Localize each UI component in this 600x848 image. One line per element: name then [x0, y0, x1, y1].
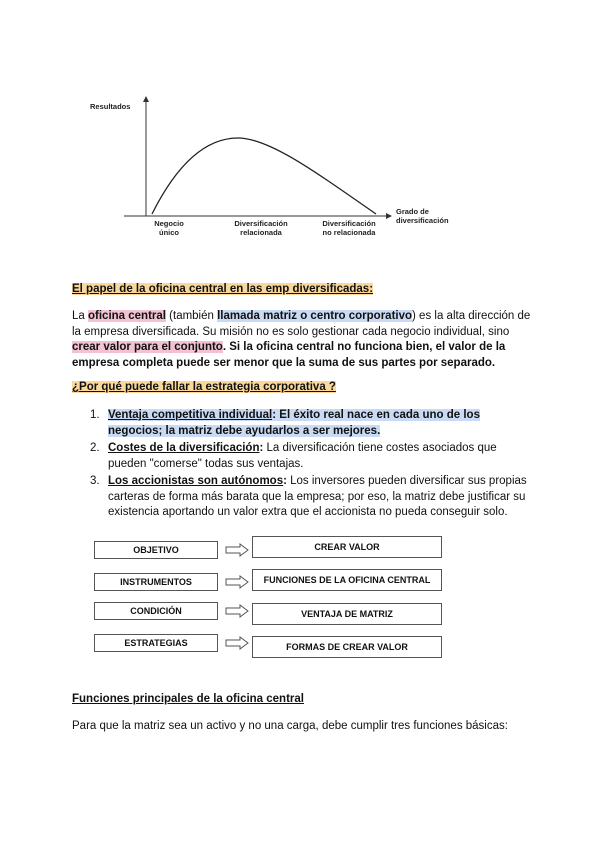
y-axis-title: Resultados: [90, 102, 131, 111]
text-run: La: [72, 310, 88, 322]
tick-diversificacion-relacionada: [216, 219, 306, 237]
list-text: El éxito real nace en cada uno de los negocios; la matriz debe ayudarlos a ser mejores.: [108, 409, 480, 437]
tick-line: único: [159, 228, 179, 237]
bold-text-run: . Si la oficina central no funciona bien, el valor de la empresa completa puede ser menor que la suma de sus partes por separado.: [72, 341, 506, 369]
list-item: [90, 474, 534, 521]
paragraph-oficina-central: [72, 309, 534, 371]
highlight-oficina-central: oficina central: [88, 310, 166, 322]
arrow-right-icon: [225, 636, 249, 650]
tick-line: Negocio: [154, 219, 184, 228]
heading-text: ¿Por qué puede fallar la estrategia corporativa ?: [72, 381, 336, 393]
list-number: 2.: [90, 442, 100, 454]
x-axis-title-line1: Grado de: [396, 207, 429, 216]
section-heading-papel: [72, 283, 373, 295]
tick-line: Diversificación: [322, 219, 376, 228]
list-colon: :: [272, 409, 277, 421]
arrow-right-icon: [225, 575, 249, 589]
list-text: La diversificación tiene costes asociados que pueden "comerse" todas sus ventajas.: [108, 442, 497, 470]
highlight-llamada-matriz: llamada matriz o centro corporativo: [217, 310, 413, 322]
text-run: (también: [165, 310, 218, 322]
flow-right-box: FUNCIONES DE LA OFICINA CENTRAL: [252, 569, 442, 591]
x-axis-title-line2: diversificación: [396, 216, 449, 225]
list-colon: :: [259, 442, 264, 454]
text-run: ) es la alta dirección de la empresa diversificada. Su misión no es solo gestionar cada negocio individual, sino: [72, 310, 531, 338]
list-term: Ventaja competitiva individual: [108, 409, 273, 421]
flow-right-box: FORMAS DE CREAR VALOR: [252, 636, 442, 658]
tick-diversificacion-no-relacionada: [304, 219, 394, 237]
list-term: Los accionistas son autónomos: [108, 475, 284, 487]
flow-left-box: OBJETIVO: [94, 541, 218, 559]
y-axis-arrow: [143, 96, 149, 102]
heading-text: El papel de la oficina central en las emp diversificadas:: [72, 283, 374, 295]
paragraph-funciones: Para que la matriz sea un activo y no una carga, debe cumplir tres funciones básicas:: [72, 720, 508, 732]
list-colon: :: [283, 475, 287, 487]
tick-line: relacionada: [240, 228, 282, 237]
flow-left-box: INSTRUMENTOS: [94, 573, 218, 591]
corporate-strategy-flow: [94, 534, 444, 660]
section-heading-fallar: [72, 381, 336, 393]
list-term: Costes de la diversificación: [108, 442, 260, 454]
reasons-list: [90, 408, 534, 523]
list-number: 3.: [90, 475, 100, 487]
list-number: 1.: [90, 409, 100, 421]
flow-right-box: CREAR VALOR: [252, 536, 442, 558]
list-item: [90, 408, 534, 439]
tick-negocio-unico: [124, 219, 214, 237]
list-item: [90, 441, 534, 472]
flow-left-box: ESTRATEGIAS: [94, 634, 218, 652]
flow-left-box: CONDICIÓN: [94, 602, 218, 620]
arrow-right-icon: [225, 543, 249, 557]
tick-line: no relacionada: [322, 228, 376, 237]
list-text: Los inversores pueden diversificar sus propias carteras de forma más barata que la empresa; por eso, la matriz debe justificar su existencia aportando un valor extra que el accionista no pueda conseguir solo.: [108, 475, 527, 518]
results-curve: [152, 138, 376, 214]
diversification-curve-diagram: [80, 88, 480, 248]
tick-line: Diversificación: [234, 219, 288, 228]
section-heading-funciones: Funciones principales de la oficina central: [72, 693, 304, 705]
flow-right-box: VENTAJA DE MATRIZ: [252, 603, 442, 625]
arrow-right-icon: [225, 604, 249, 618]
x-axis-title: [396, 207, 449, 225]
highlight-crear-valor: crear valor para el conjunto: [72, 341, 223, 353]
